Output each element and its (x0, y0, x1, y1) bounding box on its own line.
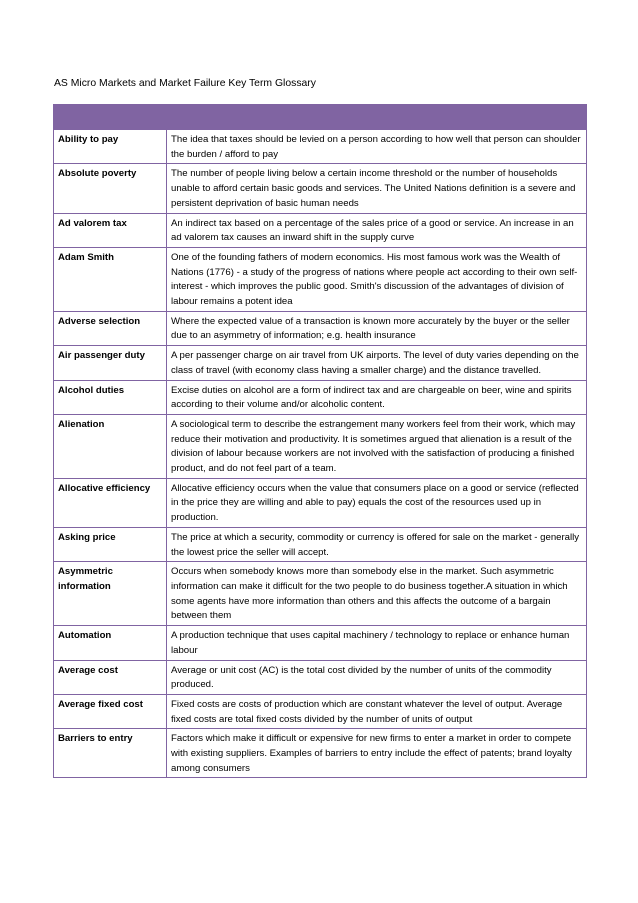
table-row (54, 311, 587, 345)
glossary-definition: Allocative efficiency occurs when the value that consumers place on a good or service (reflected in the price they are willing and able to pay) equals the cost of the resources used up in production. (167, 478, 587, 527)
glossary-definition: The idea that taxes should be levied on a person according to how well that person can shoulder the burden / afford to pay (167, 130, 587, 164)
table-header-row (54, 105, 587, 130)
glossary-definition: The price at which a security, commodity or currency is offered for sale on the market - generally the lowest price the seller will accept. (167, 527, 587, 561)
glossary-term: Barriers to entry (54, 729, 167, 778)
table-row (54, 130, 587, 164)
document-title: AS Micro Markets and Market Failure Key Term Glossary (54, 78, 316, 89)
glossary-definition: A production technique that uses capital machinery / technology to replace or enhance human labour (167, 626, 587, 660)
table-row (54, 562, 587, 626)
glossary-definition: Factors which make it difficult or expensive for new firms to enter a market in order to compete with existing suppliers. Examples of barriers to entry include the effect of patents; brand loyalty among consumers (167, 729, 587, 778)
glossary-definition: An indirect tax based on a percentage of the sales price of a good or service. An increase in an ad valorem tax causes an inward shift in the supply curve (167, 213, 587, 247)
glossary-term: Ad valorem tax (54, 213, 167, 247)
glossary-term: Air passenger duty (54, 346, 167, 380)
glossary-definition: A per passenger charge on air travel from UK airports. The level of duty varies depending on the class of travel (with economy class having a smaller charge) and the distance travelled. (167, 346, 587, 380)
header-cell-term (54, 105, 167, 130)
glossary-definition: Occurs when somebody knows more than somebody else in the market. Such asymmetric information can make it difficult for the two people to do business together.A situation in which some agents have more information than others and this affects the outcome of a bargain between them (167, 562, 587, 626)
glossary-term: Asymmetric information (54, 562, 167, 626)
glossary-term: Average fixed cost (54, 694, 167, 728)
glossary-term: Alcohol duties (54, 380, 167, 414)
glossary-term: Automation (54, 626, 167, 660)
glossary-definition: Where the expected value of a transaction is known more accurately by the buyer or the seller due to an asymmetry of information; e.g. health insurance (167, 311, 587, 345)
glossary-definition: A sociological term to describe the estrangement many workers feel from their work, which may reduce their motivation and productivity. It is sometimes argued that alienation is a result of the division of labour because workers are not involved with the satisfaction of producing a finished product, and do not feel part of a team. (167, 414, 587, 478)
glossary-term: Asking price (54, 527, 167, 561)
table-row (54, 414, 587, 478)
header-cell-definition (167, 105, 587, 130)
glossary-definition: Average or unit cost (AC) is the total cost divided by the number of units of the commodity produced. (167, 660, 587, 694)
table-row (54, 164, 587, 213)
table-row (54, 213, 587, 247)
glossary-term: Allocative efficiency (54, 478, 167, 527)
table-row (54, 346, 587, 380)
glossary-term: Alienation (54, 414, 167, 478)
glossary-term: Average cost (54, 660, 167, 694)
table-row (54, 247, 587, 311)
glossary-definition: One of the founding fathers of modern economics. His most famous work was the Wealth of Nations (1776) - a study of the progress of nations where people act according to their own self-interest - which improves the public good. Smith's discussion of the advantages of division of labour remains a potent idea (167, 247, 587, 311)
table-row (54, 729, 587, 778)
table-row (54, 660, 587, 694)
glossary-definition: Fixed costs are costs of production which are constant whatever the level of output. Average fixed costs are total fixed costs divided by the number of units of output (167, 694, 587, 728)
glossary-term: Adam Smith (54, 247, 167, 311)
glossary-definition: Excise duties on alcohol are a form of indirect tax and are chargeable on beer, wine and spirits according to their volume and/or alcoholic content. (167, 380, 587, 414)
table-row (54, 380, 587, 414)
table-row (54, 626, 587, 660)
table-row (54, 694, 587, 728)
glossary-term: Adverse selection (54, 311, 167, 345)
glossary-term: Ability to pay (54, 130, 167, 164)
table-row (54, 527, 587, 561)
glossary-definition: The number of people living below a certain income threshold or the number of households unable to afford certain basic goods and services. The United Nations definition is a severe and persistent deprivation of basic human needs (167, 164, 587, 213)
glossary-table (53, 104, 587, 778)
glossary-term: Absolute poverty (54, 164, 167, 213)
table-row (54, 478, 587, 527)
